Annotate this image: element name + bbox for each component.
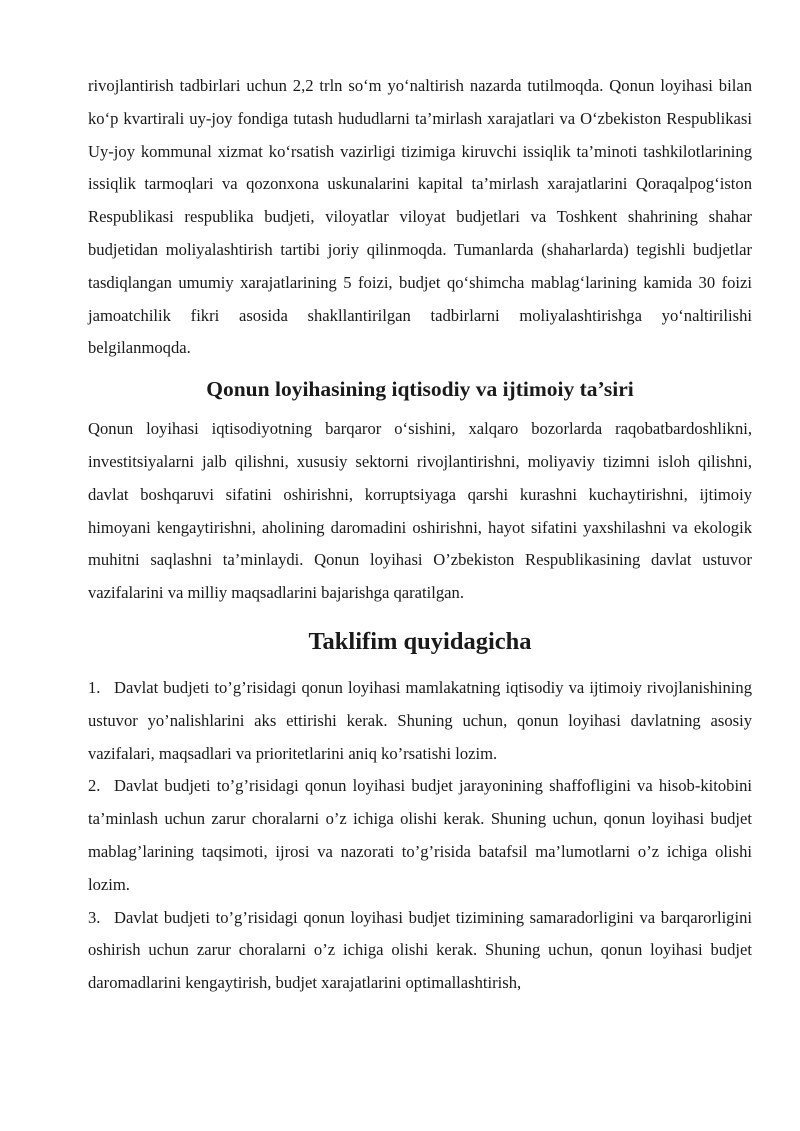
list-item: [88, 902, 752, 1000]
paragraph-budget-financing: rivojlantirish tadbirlari uchun 2,2 trln so‘m yo‘naltirish nazarda tutilmoqda. Qonun loyihasi bilan ko‘p kvartirali uy-joy fondiga tutash hududlarni ta’mirlash xarajatlari va O‘zbekiston Respublikasi Uy-joy kommunal xizmat ko‘rsatish vazirligi tizimiga kiruvchi issiqlik ta’minoti tashkilotlarining issiqlik tarmoqlari va qozonxona uskunalarini kapital ta’mirlash xarajatlarini Qoraqalpog‘iston Respublikasi respublika budjeti, viloyatlar viloyat budjetlari va Toshkent shahrining shahar budjetidan moliyalashtirish tartibi joriy qilinmoqda. Tumanlarda (shaharlarda) tegishli budjetlar tasdiqlangan umumiy xarajatlarining 5 foizi, budjet qo‘shimcha mablag‘larining kamida 30 foizi jamoatchilik fikri asosida shakllantirilgan tadbirlarni moliyalashtirishga yo‘naltirilishi belgilanmoqda.: [88, 76, 752, 358]
section-heading-proposal: Taklifim quyidagicha: [308, 627, 532, 655]
list-item-number: 3.: [88, 907, 101, 927]
section-heading-impact: Qonun loyihasining iqtisodiy va ijtimoiy ta’siri: [206, 377, 634, 402]
list-item: [88, 770, 752, 901]
list-item-number: 2.: [88, 776, 101, 796]
list-item: [88, 672, 752, 770]
list-item-text: Davlat budjeti to’g’risidagi qonun loyihasi budjet tizimining samaradorligini va barqarorligini oshirish uchun zarur choralarni o’z ichiga olishi kerak. Shuning uchun, qonun loyihasi budjet daromadlarini kengaytirish, budjet xarajatlarini optimallashtirish,: [88, 907, 752, 993]
list-item-text: Davlat budjeti to’g’risidagi qonun loyihasi budjet jarayonining shaffofligini va hisob-kitobini ta’minlash uchun zarur choralarni o’z ichiga olishi kerak. Shuning uchun, qonun loyihasi budjet mablag’larining taqsimoti, ijrosi va nazorati to’g’risida batafsil ma’lumotlarni o’z ichiga olishi lozim.: [88, 776, 752, 894]
list-item-text: Davlat budjeti to’g’risidagi qonun loyihasi mamlakatning iqtisodiy va ijtimoiy rivojlanishining ustuvor yo’nalishlarini aks ettirishi kerak. Shuning uchun, qonun loyihasi davlatning asosiy vazifalari, maqsadlari va prioritetlarini aniq ko’rsatishi lozim.: [88, 677, 752, 763]
list-item-number: 1.: [88, 677, 101, 697]
proposal-list: [88, 672, 752, 1000]
document-page: [88, 70, 752, 1000]
paragraph-impact: Qonun loyihasi iqtisodiyotning barqaror o‘sishini, xalqaro bozorlarda raqobatbardoshlikni, investitsiyalarni jalb qilishni, xususiy sektorni rivojlantirishni, moliyaviy tizimni isloh qilishni, davlat boshqaruvi sifatini oshirishni, korruptsiyaga qarshi kurashni kuchaytirishni, ijtimoiy himoyani kengaytirishni, aholining daromadini oshirishni, hayot sifatini yaxshilashni va ekologik muhitni saqlashni ta’minlaydi. Qonun loyihasi O’zbekiston Respublikasining davlat ustuvor vazifalarini va milliy maqsadlarini bajarishga qaratilgan.: [88, 419, 752, 603]
